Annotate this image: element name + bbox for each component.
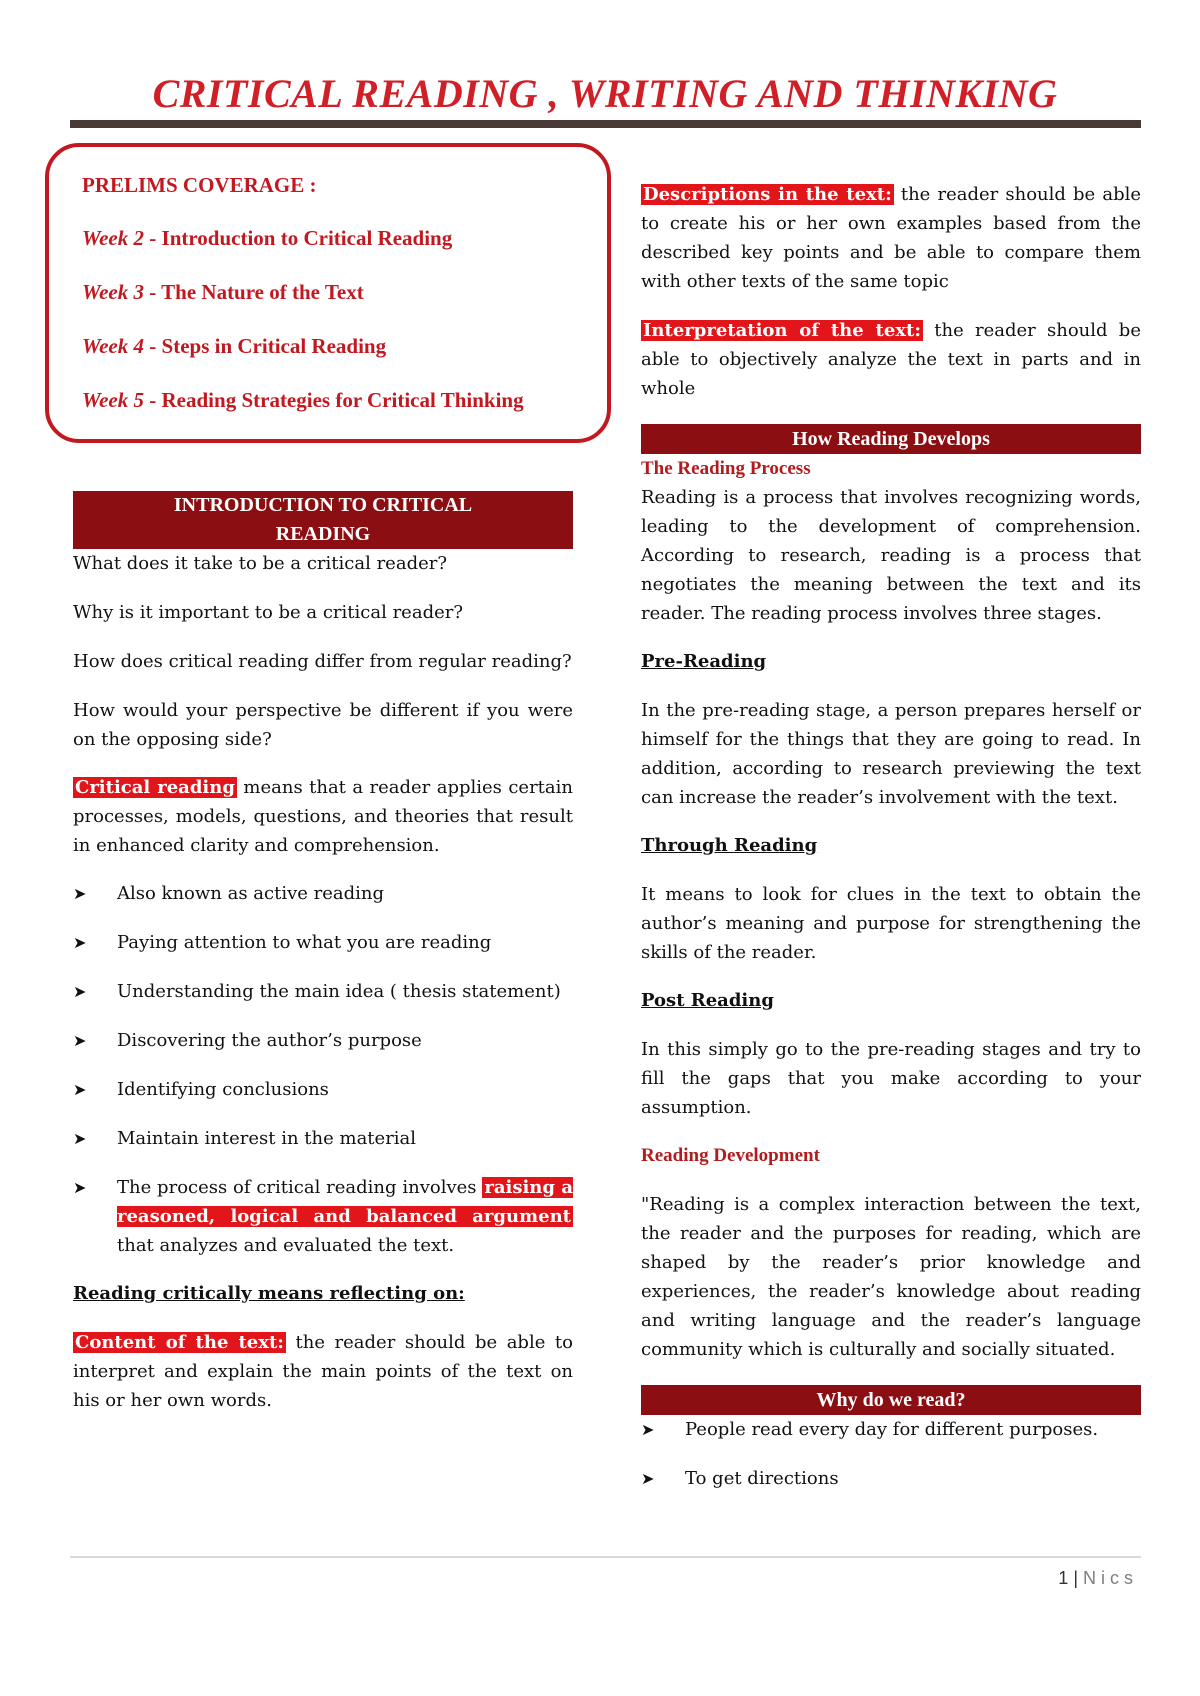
reflect-heading: Reading critically means reflecting on: (73, 1283, 465, 1304)
page-title: CRITICAL READING , WRITING AND THINKING (152, 71, 1058, 116)
through-reading-text: It means to look for clues in the text to obtain the author’s meaning and purpose for strengthening the skills of the reader. (641, 884, 1141, 963)
week-label: Week 4 (82, 334, 145, 358)
list-item (73, 1124, 573, 1153)
critical-reading-definition (73, 773, 573, 860)
week-label: Week 5 (82, 388, 145, 412)
week-topic: Steps in Critical Reading (161, 334, 387, 358)
list-item (641, 1415, 1141, 1444)
left-column (73, 491, 573, 1415)
week-item (82, 388, 524, 413)
list-item (73, 928, 573, 957)
bullet-text: People read every day for different purposes. (685, 1419, 1099, 1440)
bullet-text: To get directions (685, 1468, 839, 1489)
critical-reading-term: Critical reading (75, 777, 235, 798)
descriptions-term: Descriptions in the text: (643, 184, 892, 205)
process-highlight: raising a reasoned, logical and balanced argument (117, 1177, 573, 1227)
list-item (73, 1075, 573, 1104)
process-text-pre: The process of critical reading involves (117, 1177, 483, 1198)
reading-development-heading: Reading Development (641, 1145, 820, 1166)
prelims-heading: PRELIMS COVERAGE : (82, 173, 317, 197)
arrow-bullet-icon: ➤ (73, 982, 87, 1001)
critical-reading-def: means that a reader applies certain processes, models, questions, and theories that result in enhanced clarity and comprehension. (73, 777, 573, 856)
list-item (73, 1173, 573, 1260)
pre-reading-heading: Pre-Reading (641, 651, 767, 672)
arrow-bullet-icon: ➤ (73, 1031, 87, 1050)
prelims-coverage-box (45, 143, 611, 443)
descriptions-in-text (641, 180, 1141, 296)
reading-process-text: Reading is a process that involves recognizing words, leading to the development of comprehension. According to research, reading is a process that negotiates the meaning between the text and its reader. The reading process involves three stages. (641, 487, 1141, 624)
content-term: Content of the text: (75, 1332, 284, 1353)
post-reading-heading: Post Reading (641, 990, 774, 1011)
right-column (641, 180, 1141, 1493)
list-item (73, 879, 573, 908)
bullet-text: Paying attention to what you are reading (117, 932, 492, 953)
through-reading-heading: Through Reading (641, 835, 818, 856)
arrow-bullet-icon: ➤ (73, 1178, 87, 1197)
question: How would your perspective be different if you were on the opposing side? (73, 700, 573, 750)
week-sep: - (144, 226, 162, 250)
content-def: the reader should be able to interpret and explain the main points of the text on his or her own words. (73, 1332, 573, 1411)
bullet-text: Discovering the author’s purpose (117, 1030, 422, 1051)
week-topic: The Nature of the Text (161, 280, 364, 304)
bullet-text: Understanding the main idea ( thesis statement) (117, 981, 561, 1002)
pre-reading-text: In the pre-reading stage, a person prepares herself or himself for the things that they are going to read. In addition, according to research previewing the text can increase the reader’s involvement with the text. (641, 700, 1141, 808)
list-item (73, 1026, 573, 1055)
question: How does critical reading differ from regular reading? (73, 651, 572, 672)
reading-development-text: "Reading is a complex interaction between the text, the reader and the purposes for reading, which are shaped by the reader’s prior knowledge and experiences, the reader’s knowledge about reading and writing language and the reader’s language community which is culturally and socially situated. (641, 1194, 1141, 1360)
week-sep: - (144, 334, 162, 358)
page-number: 1 (1058, 1568, 1069, 1588)
bullet-text: Also known as active reading (117, 883, 385, 904)
arrow-bullet-icon: ➤ (73, 933, 87, 952)
week-topic: Reading Strategies for Critical Thinking (161, 388, 524, 412)
bullet-text (117, 1173, 573, 1260)
arrow-bullet-icon: ➤ (73, 1080, 87, 1099)
footer-rule (70, 1556, 1141, 1558)
arrow-bullet-icon: ➤ (73, 1129, 87, 1148)
list-item (73, 977, 573, 1006)
bullet-text: Identifying conclusions (117, 1079, 329, 1100)
intro-section-bar: INTRODUCTION TO CRITICAL READING (73, 491, 573, 549)
list-item (641, 1464, 1141, 1493)
process-text-post: that analyzes and evaluated the text. (117, 1235, 455, 1256)
descriptions-def: the reader should be able to create his or her own examples based from the described key points and be able to compare them with other texts of the same topic (641, 184, 1142, 292)
bullet-text: Maintain interest in the material (117, 1128, 417, 1149)
week-topic: Introduction to Critical Reading (161, 226, 453, 250)
page-footer (1058, 1568, 1138, 1589)
why-do-we-read-bar: Why do we read? (641, 1385, 1141, 1415)
interpretation-of-text (641, 316, 1141, 403)
question: Why is it important to be a critical reader? (73, 602, 463, 623)
arrow-bullet-icon: ➤ (73, 884, 87, 903)
footer-separator: | (1068, 1568, 1083, 1588)
week-label: Week 3 (82, 280, 145, 304)
week-item (82, 226, 524, 251)
question: What does it take to be a critical reader? (73, 553, 447, 574)
week-item (82, 280, 524, 305)
week-label: Week 2 (82, 226, 145, 250)
arrow-bullet-icon: ➤ (641, 1469, 655, 1488)
footer-author: Nics (1083, 1568, 1138, 1588)
week-item (82, 334, 524, 359)
interpretation-term: Interpretation of the text: (643, 320, 921, 341)
post-reading-text: In this simply go to the pre-reading stages and try to fill the gaps that you make according to your assumption. (641, 1039, 1141, 1118)
week-sep: - (144, 388, 162, 412)
week-sep: - (144, 280, 162, 304)
how-reading-develops-bar: How Reading Develops (641, 424, 1141, 454)
content-of-text (73, 1328, 573, 1415)
title-rule (70, 120, 1141, 128)
interpretation-def: the reader should be able to objectively analyze the text in parts and in whole (641, 320, 1141, 399)
arrow-bullet-icon: ➤ (641, 1420, 655, 1439)
reading-process-heading: The Reading Process (641, 458, 811, 479)
